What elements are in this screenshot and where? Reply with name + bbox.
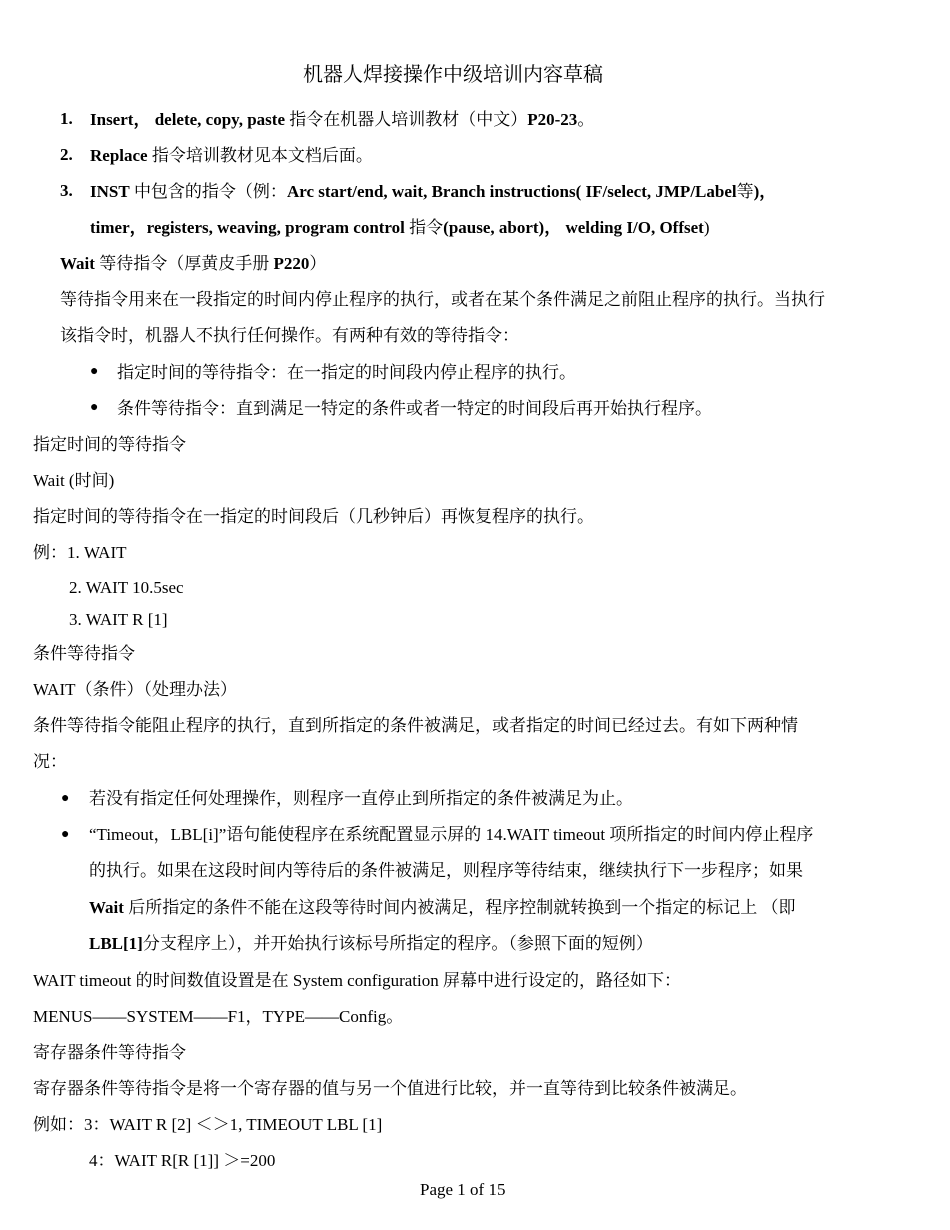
wait-heading-bold: Wait [60,254,95,273]
timed-wait-heading: 指定时间的等待指令 [33,435,186,454]
list-number-3: 3. [60,181,73,200]
list-item-3-cont-bold: timer，registers, weaving, program control [90,218,405,237]
bullet-timeout-line-3-text: 后所指定的条件不能在这段等待时间内被满足，程序控制就转换到一个指定的标记上 （即 [123,898,796,917]
list-item-3-cont-text: 指令 [404,218,444,237]
cond-wait-syntax: WAIT（条件）（处理办法） [33,680,237,699]
bullet-timeout-lbl-bold: LBL[1] [89,934,143,953]
page-number: Page 1 of 15 [420,1180,506,1199]
bullet-timeout-line-4-text: 分支程序上），并开始执行该标号所指定的程序。（参照下面的短例） [142,934,653,953]
reg-example-2: 4：WAIT R[R [1]] ＞=200 [89,1151,276,1170]
cond-wait-desc-2: 况： [33,752,67,771]
bullet-icon: ● [90,364,99,379]
bullet-icon: ● [61,791,70,806]
list-item-3 [90,181,776,203]
cond-wait-heading: 条件等待指令 [33,644,135,663]
bullet-timeout-wait-bold: Wait [89,898,124,917]
menu-path: MENUS——SYSTEM——F1，TYPE——Config。 [33,1007,404,1026]
bullet-icon: ● [90,400,99,415]
intro-line-2: 该指令时，机器人不执行任何操作。有两种有效的等待指令： [60,326,519,345]
list-item-1-bold: Insert， delete, copy, paste [90,110,286,129]
list-number-1: 1. [60,109,73,128]
list-item-3-instructions: Arc start/end, wait, Branch instructions( IF/select, JMP/Label [286,182,737,201]
list-item-2-bold: Replace [90,146,148,165]
example-1-text: 1. WAIT [67,543,127,562]
reg-example-1 [33,1114,382,1136]
list-number-2: 2. [60,145,73,164]
wait-heading-page: P220 [273,254,310,273]
list-item-1-end: 。 [577,110,595,129]
list-item-1-page: P20-23 [527,110,578,129]
reg-example-1-text: 3：WAIT R [2] ＜＞1, TIMEOUT LBL [1] [84,1115,383,1134]
reg-wait-desc: 寄存器条件等待指令是将一个寄存器的值与另一个值进行比较，并一直等待到比较条件被满足。 [33,1079,747,1098]
bullet-timeout-line-1: “Timeout，LBL[i]”语句能使程序在系统配置显示屏的 14.WAIT timeout 项所指定的时间内停止程序 [89,825,814,844]
list-item-2-text: 指令培训教材见本文档后面。 [147,146,373,165]
list-item-3-bold: INST [90,182,130,201]
intro-line-1: 等待指令用来在一段指定的时间内停止程序的执行，或者在某个条件满足之前阻止程序的执行。当执行 [60,290,825,309]
timed-example-2: 2. WAIT 10.5sec [69,578,184,597]
timeout-setting-note: WAIT timeout 的时间数值设置是在 System configuration 屏幕中进行设定的，路径如下： [33,971,682,990]
wait-heading-text: 等待指令（厚黄皮手册 [94,254,274,273]
list-item-1 [90,109,594,131]
list-item-3-text: 中包含的指令（例： [129,182,287,201]
list-item-1-text: 指令在机器人培训教材（中文） [285,110,528,129]
bullet-timeout-line-4 [89,933,653,955]
cond-wait-desc-1: 条件等待指令能阻止程序的执行，直到所指定的条件被满足，或者指定的时间已经过去。有如下两种情 [33,716,798,735]
timed-example-3: 3. WAIT R [1] [69,610,168,629]
timed-example-1 [33,542,126,564]
example-prefix: 例： [33,543,67,562]
list-item-3-close: )， [753,182,777,201]
bullet-timeout-line-2: 的执行。如果在这段时间内等待后的条件被满足，则程序等待结束，继续执行下一步程序；如果 [89,861,803,880]
wait-heading [60,253,326,275]
wait-heading-end: ） [309,254,327,273]
bullet-timeout-line-3 [89,897,795,919]
list-item-3-cont-bold2: (pause, abort)， welding I/O, Offset [443,218,704,237]
document-title: 机器人焊接操作中级培训内容草稿 [303,64,603,86]
list-item-3-deng: 等 [736,182,754,201]
bullet-conditional-wait: 条件等待指令：直到满足一特定的条件或者一特定的时间段后再开始执行程序。 [117,399,712,418]
list-item-2 [90,145,373,167]
timed-wait-syntax: Wait (时间) [33,471,115,490]
timed-wait-desc: 指定时间的等待指令在一指定的时间段后（几秒钟后）再恢复程序的执行。 [33,507,594,526]
list-item-3-continued [90,217,710,239]
bullet-no-handler: 若没有指定任何处理操作，则程序一直停止到所指定的条件被满足为止。 [89,789,633,808]
reg-wait-heading: 寄存器条件等待指令 [33,1043,186,1062]
bullet-timed-wait: 指定时间的等待指令：在一指定的时间段内停止程序的执行。 [117,363,576,382]
reg-example-prefix: 例如： [33,1115,84,1134]
bullet-icon: ● [61,827,70,842]
list-item-3-cont-end: ) [703,218,710,237]
